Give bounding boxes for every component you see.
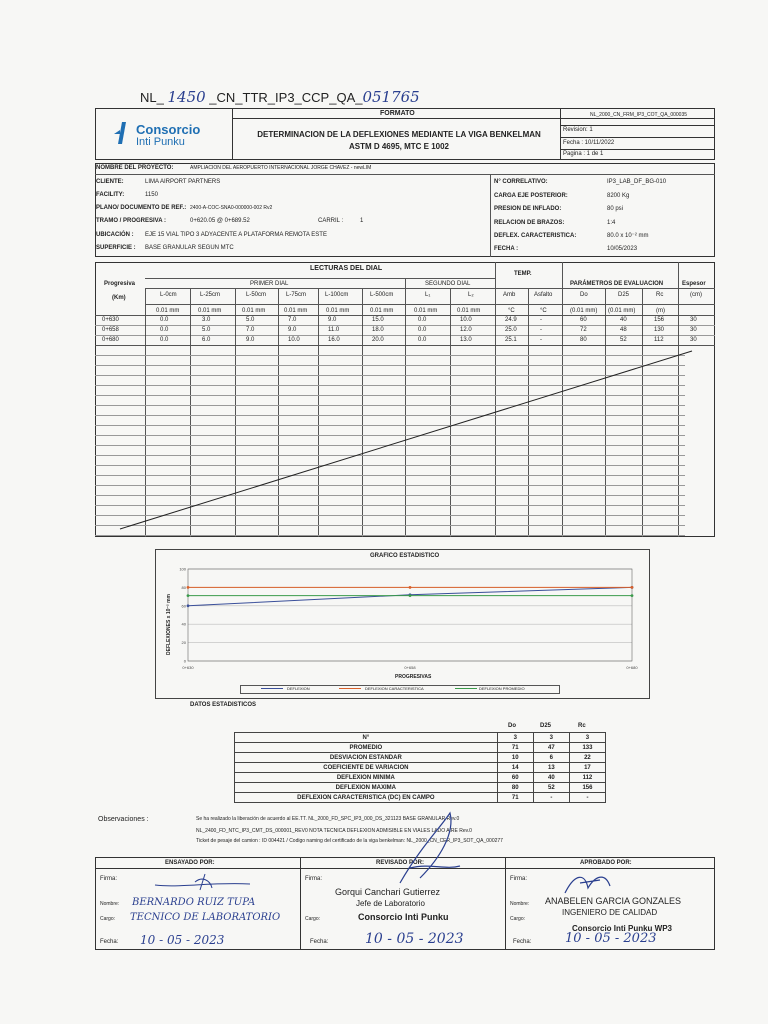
code-suffix: 051765 (362, 88, 420, 106)
info-label-correlativo: N° CORRELATIVO: (494, 179, 548, 185)
col-l100: L-100cm (325, 292, 349, 298)
y-tick-label: 40 (181, 621, 186, 627)
legend-caracteristica: DEFLEXION CARACTERISTICA (365, 686, 424, 691)
table-cell: 7.0 (288, 317, 297, 323)
x-tick-label: 0+658 (404, 665, 416, 670)
temp-header: TEMP. (514, 271, 532, 277)
y-tick-label: 0 (183, 658, 186, 664)
table-cell: 0.0 (160, 317, 169, 323)
stats-value: 3 (533, 733, 569, 743)
unit-l500: 0.01 mm (370, 308, 394, 314)
table-cell: 72 (580, 327, 587, 333)
rev-cargo-value: Jefe de Laboratorio (356, 899, 425, 908)
apr-company: Consorcio Inti Punku WP3 (572, 924, 673, 933)
ens-nombre-label: Nombre: (100, 901, 120, 907)
stats-value: - (569, 793, 605, 803)
stats-value: 71 (497, 793, 533, 803)
doc-code-right: NL_2000_CN_FRM_IP3_COT_QA_000035 (590, 112, 687, 118)
table-cell: 6.0 (202, 337, 211, 343)
stats-header-d25: D25 (540, 723, 552, 729)
table-cell: - (540, 317, 542, 323)
info-value-deflex: 80.0 x 10⁻² mm (607, 233, 649, 239)
data-point (631, 586, 634, 589)
table-cell: 48 (620, 327, 627, 333)
rev-nombre-value: Gorqui Canchari Gutierrez (335, 887, 441, 897)
table-cell: 13.0 (460, 337, 472, 343)
info-label-presion: PRESION DE INFLADO: (494, 206, 562, 212)
rev-company: Consorcio Inti Punku (358, 912, 449, 922)
legend-promedio: DEFLEXION PROMEDIO (479, 686, 525, 691)
table-cell: 30 (690, 337, 697, 343)
stats-header-rc: Rc (578, 723, 586, 729)
table-cell: 15.0 (372, 317, 384, 323)
stats-value: 133 (569, 743, 605, 753)
apr-fecha-label: Fecha: (513, 939, 532, 945)
aprobado-header: APROBADO POR: (580, 860, 632, 866)
obs-line-2: NL_2400_FD_NTC_IP3_CMT_DS_000001_REV0 NOTA TECNICA DEFLEXION ADMISIBLE EN VIALES LADO AIRE Rev.0 (196, 828, 472, 834)
apr-nombre-value: ANABELEN GARCIA GONZALES (545, 896, 682, 906)
x-tick-label: 0+630 (182, 665, 194, 670)
table-cell: 9.0 (288, 327, 297, 333)
col-l25: L-25cm (200, 292, 221, 298)
table-cell: 0.0 (160, 327, 169, 333)
doc-title: DETERMINACION DE LA DEFLEXIONES MEDIANTE LA VIGA BENKELMAN (257, 130, 541, 139)
stats-value: 60 (497, 773, 533, 783)
table-cell: 3.0 (202, 317, 211, 323)
stats-header-do: Do (508, 723, 516, 729)
table-cell: 20.0 (372, 337, 384, 343)
table-cell: 0.0 (418, 317, 427, 323)
chart-xlabel: PROGRESIVAS (395, 674, 432, 680)
table-cell: 18.0 (372, 327, 384, 333)
stats-row (235, 773, 606, 783)
table-cell: 80 (580, 337, 587, 343)
obs-line-1: Se ha realizado la liberación de acuerdo al EE.TT. NL_2000_FD_SPC_IP3_000_DS_321123 BASE GRANULAR Rev.0 (196, 816, 460, 822)
unit-l2: 0.01 mm (457, 308, 481, 314)
unit-l100: 0.01 mm (326, 308, 350, 314)
table-cell: 7.0 (246, 327, 255, 333)
company-logo (112, 120, 132, 151)
rev-fecha-value: 10 - 05 - 2023 (365, 931, 464, 947)
stats-value: 47 (533, 743, 569, 753)
table-cell: - (540, 327, 542, 333)
segundo-dial-header: SEGUNDO DIAL (425, 281, 471, 287)
ens-signature (150, 870, 260, 894)
logo-icon (112, 120, 132, 146)
col-l1: L₁ (425, 292, 431, 298)
unit-rc: (m) (656, 308, 665, 314)
chart-ylabel: DEFLEXIONES x 10⁻² mm (166, 594, 172, 655)
table-cell: 0+658 (102, 327, 119, 333)
data-point (187, 594, 190, 597)
table-cell: 5.0 (246, 317, 255, 323)
table-cell: 9.0 (246, 337, 255, 343)
revisado-header: REVISADO POR: (376, 860, 425, 866)
stats-label: COEFICIENTE DE VARIACION (235, 763, 498, 773)
progresiva-header: Progresiva (104, 281, 136, 287)
stats-label: PROMEDIO (235, 743, 498, 753)
ens-firma-label: Firma: (100, 876, 117, 882)
document-code (140, 88, 420, 106)
unit-l25: 0.01 mm (198, 308, 222, 314)
cancel-line (95, 346, 715, 536)
stats-value: 71 (497, 743, 533, 753)
unit-asfalto: °C (540, 308, 547, 314)
col-espesor: (cm) (690, 292, 702, 298)
rev-cargo-label: Cargo: (305, 916, 321, 922)
data-point (187, 604, 190, 607)
stats-label: DEFLEXION MAXIMA (235, 783, 498, 793)
stats-row (235, 793, 606, 803)
table-cell: 30 (690, 327, 697, 333)
info-label-carga: CARGA EJE POSTERIOR: (494, 193, 568, 199)
formato-label: FORMATO (380, 110, 415, 117)
info-label-ubicacion: UBICACIÓN : (96, 232, 134, 238)
code-mid: _CN_TTR_IP3_CCP_QA_ (209, 90, 363, 105)
logo-text-bottom: Inti Punku (136, 136, 185, 148)
stats-value: 13 (533, 763, 569, 773)
table-cell: 9.0 (328, 317, 337, 323)
stats-value: - (533, 793, 569, 803)
obs-label: Observaciones : (98, 816, 149, 823)
stats-value: 17 (569, 763, 605, 773)
table-cell: 24.9 (505, 317, 517, 323)
table-cell: 0.0 (160, 337, 169, 343)
info-value-cliente: LIMA AIRPORT PARTNERS (145, 179, 221, 185)
info-value-relacion: 1:4 (607, 220, 616, 226)
table-cell: 25.1 (505, 337, 517, 343)
stats-value: 14 (497, 763, 533, 773)
ens-cargo-value: TECNICO DE LABORATORIO (130, 912, 281, 923)
stats-value: 10 (497, 753, 533, 763)
stats-value: 22 (569, 753, 605, 763)
table-cell: - (540, 337, 542, 343)
y-tick-label: 100 (179, 566, 186, 572)
code-number: 1450 (167, 88, 206, 106)
lecturas-header: LECTURAS DEL DIAL (310, 265, 383, 272)
info-label-facility: FACILITY: (96, 192, 125, 198)
x-tick-label: 0+680 (626, 665, 638, 670)
rev-firma-label: Firma: (305, 876, 322, 882)
info-label-relacion: RELACION DE BRAZOS: (494, 220, 565, 226)
table-cell: 5.0 (202, 327, 211, 333)
y-tick-label: 60 (181, 603, 186, 609)
info-value-carga: 8200 Kg (607, 193, 630, 199)
table-cell: 30 (690, 317, 697, 323)
stats-value: 112 (569, 773, 605, 783)
rev-signature (380, 808, 470, 888)
y-tick-label: 80 (181, 584, 186, 590)
stats-row (235, 763, 606, 773)
table-cell: 40 (620, 317, 627, 323)
data-point (409, 594, 412, 597)
stats-row (235, 753, 606, 763)
unit-l50: 0.01 mm (242, 308, 266, 314)
col-asfalto: Asfalto (534, 292, 553, 298)
legend-deflexion: DEFLEXION (287, 686, 310, 691)
apr-signature (560, 868, 620, 898)
apr-cargo-label: Cargo: (510, 916, 526, 922)
unit-do: (0.01 mm) (570, 308, 598, 314)
stats-value: 6 (533, 753, 569, 763)
stats-row (235, 743, 606, 753)
stats-label: DEFLEXION MINIMA (235, 773, 498, 783)
col-amb: Amb (503, 292, 516, 298)
info-label-deflex: DEFLEX. CARACTERISTICA: (494, 233, 577, 239)
unit-amb: °C (508, 308, 515, 314)
info-label-proyecto: NOMBRE DEL PROYECTO: (96, 165, 174, 171)
info-value-facility: 1150 (145, 192, 158, 198)
chart-legend (240, 685, 560, 694)
revision: Revision: 1 (563, 127, 593, 133)
info-label-tramo: TRAMO / PROGRESIVA : (96, 218, 167, 224)
info-label-fecha: FECHA : (494, 246, 519, 252)
stats-title: DATOS ESTADISTICOS (190, 702, 257, 708)
stats-label: N° (235, 733, 498, 743)
table-cell: 10.0 (288, 337, 300, 343)
stats-value: 3 (569, 733, 605, 743)
table-cell: 112 (654, 337, 664, 343)
col-l50: L-50cm (246, 292, 267, 298)
col-l0: L-0cm (160, 292, 177, 298)
format-date: Fecha : 10/11/2022 (563, 140, 615, 146)
stats-value: 156 (569, 783, 605, 793)
apr-cargo-value: INGENIERO DE CALIDAD (562, 908, 658, 917)
table-cell: 25.0 (505, 327, 517, 333)
apr-fecha-value: 10 - 05 - 2023 (565, 931, 657, 946)
ensayado-header: ENSAYADO POR: (165, 860, 215, 866)
params-header: PARÁMETROS DE EVALUACION (570, 281, 664, 287)
page-number: Pagina : 1 de 1 (563, 151, 604, 157)
unit-d25: (0.01 mm) (608, 308, 636, 314)
apr-nombre-label: Nombre: (510, 901, 530, 907)
plot-frame (188, 569, 632, 661)
stats-label: DESVIACION ESTANDAR (235, 753, 498, 763)
table-cell: 52 (620, 337, 627, 343)
info-label-cliente: CLIENTE: (96, 179, 124, 185)
table-cell: 11.0 (328, 327, 340, 333)
table-cell: 130 (654, 327, 665, 333)
stats-value: 40 (533, 773, 569, 783)
info-label-superficie: SUPERFICIE : (96, 245, 136, 251)
info-value-tramo: 0+620.05 @ 0+689.52 (190, 218, 250, 224)
info-value-fecha: 10/05/2023 (607, 246, 638, 252)
ens-fecha-label: Fecha: (100, 939, 119, 945)
info-value-superficie: BASE GRANULAR SEGUN MTC (145, 245, 234, 251)
obs-line-3: Ticket de pesaje del camion : ID 004421 / Codigo naming del certificado de la viga benkelman: NL_2000_CN_CER_IP3_SOT_QA_000277 (196, 838, 503, 844)
col-rc: Rc (656, 292, 664, 298)
km-header: (Km) (112, 295, 126, 301)
code-prefix: NL_ (140, 90, 164, 105)
unit-l75: 0.01 mm (284, 308, 308, 314)
logo-text-top: Consorcio (136, 122, 201, 137)
unit-l0: 0.01 mm (156, 308, 180, 314)
stats-table (234, 732, 606, 803)
info-value-proyecto: AMPLIACION DEL AEROPUERTO INTERNACIONAL JORGE CHAVEZ - newLIM (190, 165, 372, 171)
rev-fecha-label: Fecha: (310, 939, 329, 945)
data-point (187, 586, 190, 589)
info-label-plano: PLANO/ DOCUMENTO DE REF.: (96, 205, 187, 211)
chart-title: GRAFICO ESTADISTICO (370, 553, 440, 559)
carril-value: 1 (360, 218, 364, 224)
table-cell: 156 (654, 317, 665, 323)
unit-l1: 0.01 mm (414, 308, 438, 314)
y-tick-label: 20 (181, 640, 186, 646)
ens-nombre-value: BERNARDO RUIZ TUPA (132, 897, 256, 908)
ens-cargo-label: Cargo: (100, 916, 116, 922)
carril-label: CARRIL : (318, 218, 344, 224)
doc-subtitle: ASTM D 4695, MTC E 1002 (348, 142, 450, 151)
table-cell: 16.0 (328, 337, 340, 343)
stats-row (235, 733, 606, 743)
col-d25: D25 (618, 292, 630, 298)
chart-plot (178, 563, 640, 673)
apr-firma-label: Firma: (510, 876, 527, 882)
primer-dial-header: PRIMER DIAL (250, 281, 289, 287)
info-value-correlativo: IP3_LAB_DF_BG-010 (607, 179, 667, 185)
data-point (631, 594, 634, 597)
info-value-presion: 80 psi (607, 206, 624, 212)
table-cell: 0+630 (102, 317, 119, 323)
espesor-header: Espesor (682, 281, 706, 287)
col-l500: L-500cm (370, 292, 394, 298)
info-value-plano: 2400-A-COC-SNA0-000000-002 Rv2 (190, 205, 273, 211)
table-cell: 12.0 (460, 327, 472, 333)
stats-value: 3 (497, 733, 533, 743)
table-cell: 0.0 (418, 327, 427, 333)
info-value-ubicacion: EJE 15 VIAL TIPO 3 ADYACENTE A PLATAFORMA REMOTA ESTE (145, 232, 327, 238)
stats-label: DEFLEXION CARACTERISTICA (DC) EN CAMPO (235, 793, 498, 803)
table-cell: 0+680 (102, 337, 119, 343)
stats-row (235, 783, 606, 793)
data-point (409, 586, 412, 589)
col-l75: L-75cm (286, 292, 307, 298)
table-cell: 60 (580, 317, 587, 323)
stats-value: 80 (497, 783, 533, 793)
table-cell: 10.0 (460, 317, 472, 323)
col-do: Do (580, 292, 588, 298)
table-cell: 0.0 (418, 337, 427, 343)
col-l2: L₂ (468, 292, 474, 298)
ens-fecha-value: 10 - 05 - 2023 (140, 933, 225, 947)
stats-value: 52 (533, 783, 569, 793)
